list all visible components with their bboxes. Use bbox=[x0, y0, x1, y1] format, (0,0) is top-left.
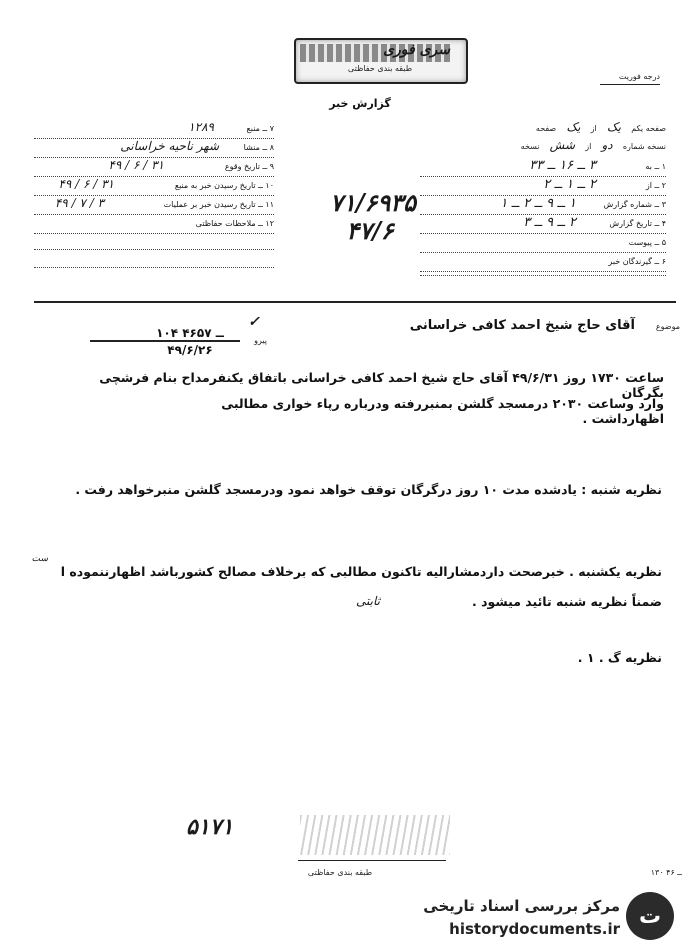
footer-signature-line bbox=[298, 860, 446, 861]
archive-logo-icon: ت bbox=[626, 892, 674, 940]
para2: نظریه شنبه : یادشده مدت ۱۰ روز درگرگان توقف خواهد نمود ودرمسجد گلشن منبرخواهد رفت . bbox=[75, 482, 662, 497]
para3-line1: نظریه یکشنبه . خبرصحت داردمشارالیه تاکنون مطالبی که برخلاف مصالح کشورباشد اظهارننموده ا bbox=[60, 564, 662, 579]
ref-mark-icon: ✓ bbox=[248, 314, 260, 330]
copy-line-from: از bbox=[585, 142, 592, 151]
ref-date: ۴۹/۶/۲۶ bbox=[167, 343, 213, 357]
right-field-list bbox=[420, 158, 666, 272]
handwritten-number-2: ۴۷/۶ bbox=[346, 216, 394, 245]
para3-signature: ثابتی bbox=[356, 594, 380, 608]
page-line-page: صفحه bbox=[535, 124, 557, 133]
left-field-row: ۷ ــ منبع ۱۲۸۹ bbox=[34, 120, 274, 139]
right-field-row: ۱ ــ به ۳ ــ ۱۶ ــ ۳۳ bbox=[420, 158, 666, 177]
copy-line-label: نسخه شماره bbox=[622, 142, 666, 151]
report-title: گزارش خبر bbox=[329, 97, 391, 110]
right-field-row: ۳ ــ شماره گزارش ۱ ــ ۹ ــ ۲ ــ ۱ bbox=[420, 196, 666, 215]
left-field-list bbox=[34, 120, 274, 234]
right-field-row: ۶ ــ گیرندگان خبر bbox=[420, 253, 666, 272]
logo-url: historydocuments.ir bbox=[449, 920, 620, 938]
left-field-row: ۱۰ ــ تاریخ رسیدن خبر به منبع ۳۱ / ۶ / ۴۹ bbox=[34, 177, 274, 196]
priority-underline bbox=[600, 84, 660, 85]
right-field-row: ۲ ــ از ۲ ــ ۱ ــ ۲ bbox=[420, 177, 666, 196]
subject-label: موضوع bbox=[655, 322, 680, 331]
para1-line2: وارد وساعت ۲۰۳۰ درمسجد گلشن بمنبررفته ودرباره رپاء خواری مطالبی اظهارداشت . bbox=[221, 396, 664, 426]
left-field-row: ۸ ــ منشا شهر ناحیه خراسانی bbox=[34, 139, 274, 158]
para1-line1: ساعت ۱۷۳۰ روز ۴۹/۶/۳۱ آقای حاج شیخ احمد کافی خراسانی باتفاق یکنفرمداح بنام فرشچی بگرگان bbox=[99, 370, 664, 400]
para3-margin: ست bbox=[31, 554, 48, 564]
right-extra-line bbox=[420, 274, 666, 276]
para3-line2: ضمناً نظریه شنبه تائید میشود . bbox=[472, 594, 662, 609]
priority-label: درجه فوریت bbox=[618, 72, 660, 81]
left-extra-line-1 bbox=[34, 248, 274, 250]
ref-label: پیرو bbox=[254, 336, 267, 345]
left-field-row: ۹ ــ تاریخ وقوع ۳۱ / ۶ / ۴۹ bbox=[34, 158, 274, 177]
right-field-row: ۴ ــ تاریخ گزارش ۲ ــ ۹ ــ ۳ bbox=[420, 215, 666, 234]
subject-text: آقای حاج شیخ احمد کافی خراسانی bbox=[409, 318, 635, 333]
header-divider bbox=[34, 301, 676, 303]
copy-line: نسخه شماره دو از شش نسخه bbox=[520, 138, 666, 152]
copy-line-copy: نسخه bbox=[520, 142, 540, 151]
form-code: ۱۳۰ ــ ۴۶ bbox=[650, 868, 682, 877]
page-line-label: صفحه یکم bbox=[631, 124, 666, 133]
ref-rule bbox=[90, 340, 240, 342]
footer-classification: طبقه بندی حفاظتی bbox=[307, 868, 373, 877]
page-line: صفحه یکم یک از یک صفحه bbox=[535, 120, 666, 134]
left-extra-line-2 bbox=[34, 266, 274, 268]
left-field-row: ۱۱ ــ تاریخ رسیدن خبر بر عملیات ۳ / ۷ / ۴۹ bbox=[34, 196, 274, 215]
para4: نظریه گ . ۱ . bbox=[577, 650, 662, 665]
page-line-from: از bbox=[590, 124, 597, 133]
right-field-row: ۵ ــ پیوست bbox=[420, 234, 666, 253]
left-field-row: ۱۲ ــ ملاحظات حفاظتی bbox=[34, 215, 274, 234]
logo-title: مرکز بررسی اسناد تاریخی bbox=[423, 897, 620, 915]
handwritten-number-1: ۷۱/۶۹۳۵ bbox=[329, 188, 417, 217]
ref-number: ۱۰۴ ــ ۴۶۵۷ bbox=[156, 326, 224, 340]
signature-scribble bbox=[300, 815, 450, 855]
stamp-label: طبقه بندی حفاظتی bbox=[347, 64, 413, 73]
stamp-handwritten: سری فوری bbox=[383, 42, 450, 58]
footer-hand-number: ۵۱۷۱ bbox=[186, 814, 234, 840]
